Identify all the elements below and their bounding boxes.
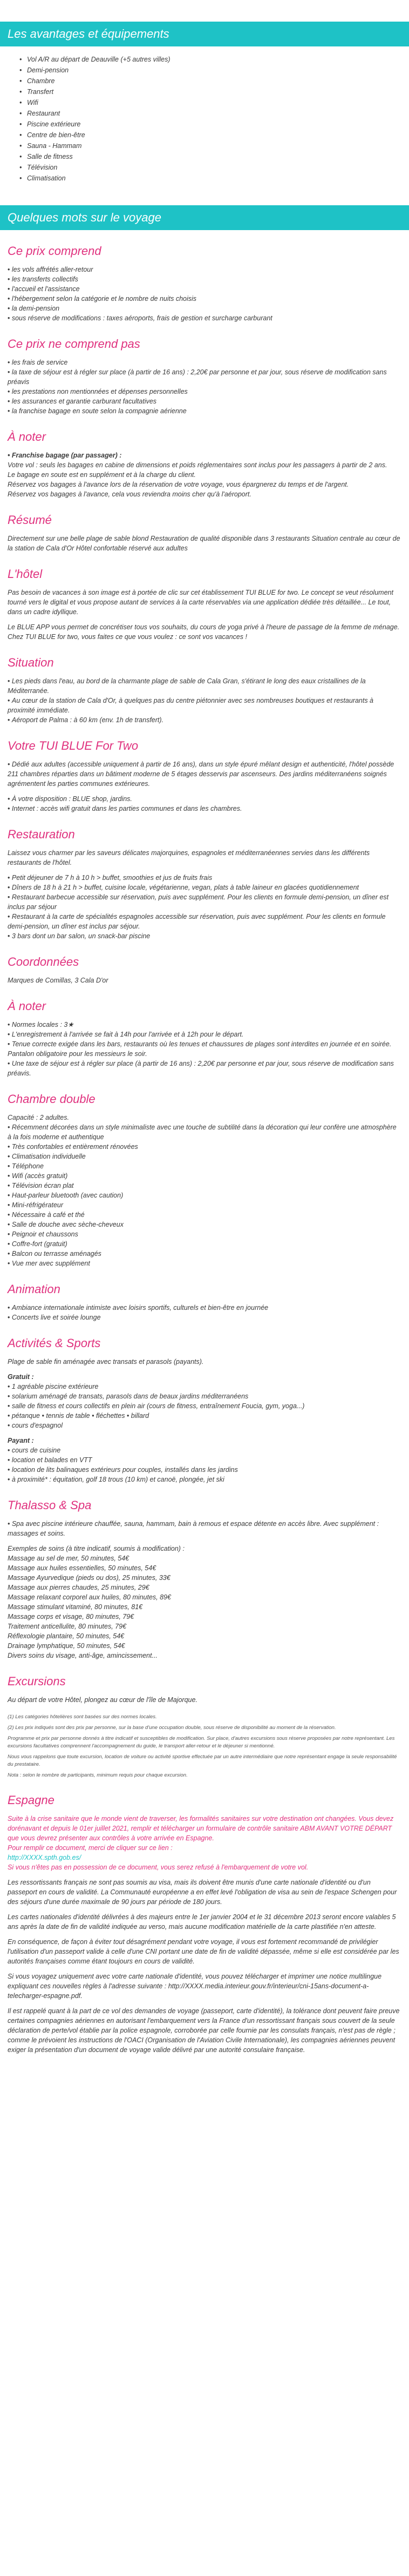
payant-label: Payant : — [8, 1437, 34, 1444]
paragraph: Il est rappelé quant à la part de ce vol des demandes de voyage (passeport, carte d'identité), la tolérance dont peuvent faire preuve certaines compagnies aériennes en autorisant l'embarquement vers la France d'un ressortissant français sous couvert de la seule déclaration de perte/vol établie par la police espagnole, corroborée par celle fournie par les consulats français, n'est pas de règle ; comme le prévoient les instructions de l'OACI (Organisation de l'Aviation Civile Internationale), les compagnies aériennes peuvent exiger la présentation d'un document de voyage valide délivré par une autorité consulaire française. — [8, 2007, 400, 2054]
list-item: Massage relaxant corporel aux huiles, 80 minutes, 89€ — [8, 1593, 171, 1601]
paragraph: Réservez vos bagages à l'avance, cela vous reviendra moins cher qu'à l'aéroport. — [8, 490, 251, 498]
list-item: • Restaurant — [19, 108, 409, 119]
legal-note: Nota : selon le nombre de participants, minimum requis pour chaque excursion. — [8, 1772, 188, 1778]
section-heading: Ce prix comprend — [8, 244, 101, 258]
list-item: • L'enregistrement à l'arrivée se fait à 14h pour l'arrivée et à 12h pour le départ. — [8, 1030, 401, 1039]
list-item: Traitement anticellulite, 80 minutes, 79€ — [8, 1623, 127, 1630]
list-item: • Ambiance internationale intimiste avec loisirs sportifs, culturels et bien-être en journée — [8, 1303, 401, 1313]
list-item: • Chambre — [19, 76, 409, 86]
paragraph: Exemples de soins (à titre indicatif, soumis à modification) : — [8, 1545, 185, 1552]
avantages-banner: Les avantages et équipements — [0, 22, 409, 46]
paragraph: Au départ de votre Hôtel, plongez au cœur de l'île de Majorque. — [8, 1696, 197, 1704]
list-item: • Aéroport de Palma : à 60 km (env. 1h de transfert). — [8, 715, 401, 725]
list-item: • Demi-pension — [19, 65, 409, 76]
list-item: Massage stimulant vitaminé, 80 minutes, 81€ — [8, 1603, 143, 1611]
voyage-content — [0, 244, 409, 2055]
list-item: Divers soins du visage, anti-âge, amincissement... — [8, 1652, 158, 1659]
list-item: • Piscine extérieure — [19, 119, 409, 130]
list-item: • les frais de service — [8, 358, 401, 367]
section-heading: À noter — [8, 999, 46, 1013]
list-item: • Coffre-fort (gratuit) — [8, 1239, 401, 1249]
section-heading: Coordonnées — [8, 955, 79, 968]
list-item: • les assurances et garantie carburant facultatives — [8, 396, 401, 406]
list-item: Massage aux pierres chaudes, 25 minutes, 29€ — [8, 1584, 149, 1591]
list-item: • la taxe de séjour est à régler sur place (à partir de 16 ans) : 2,20€ par personne et par jour, sous réserve de modification sans préavis — [8, 367, 401, 387]
list-item: • Balcon ou terrasse aménagés — [8, 1249, 401, 1259]
list-item: • Salle de douche avec sèche-cheveux — [8, 1220, 401, 1229]
list-item: • Tenue correcte exigée dans les bars, restaurants où les tenues et chaussures de plages sont interdites en journée et en soirée. Pantalon obligatoire pour les messieurs le soir. — [8, 1039, 401, 1059]
section-heading: L'hôtel — [8, 567, 43, 581]
list-item: • cours de cuisine — [8, 1445, 401, 1455]
chambre-list — [8, 1142, 401, 1268]
list-item: • cours d'espagnol — [8, 1421, 401, 1430]
restauration-list — [8, 873, 401, 941]
list-item: • Restaurant à la carte de spécialités espagnoles accessible sur réservation, puis avec supplément. Pour les clients en formule demi-pension, un dîner est inclus par séjour. — [8, 912, 401, 931]
list-item: • Sauna - Hammam — [19, 140, 409, 151]
section-heading: Activités & Sports — [8, 1336, 101, 1350]
list-item: • Wifi (accès gratuit) — [8, 1171, 401, 1181]
avantages-list — [19, 54, 409, 184]
paragraph: Le bagage en soute est en supplément et à la charge du client. — [8, 471, 196, 479]
paragraph: Marques de Comillas, 3 Cala D'or — [8, 977, 108, 984]
list-item: • les transferts collectifs — [8, 274, 401, 284]
spth-link[interactable]: http://XXXX.spth.gob.es/ — [8, 1854, 81, 1861]
section-heading: À noter — [8, 430, 46, 443]
list-item: • 1 agréable piscine extérieure — [8, 1382, 401, 1391]
section-heading: Excursions — [8, 1674, 66, 1688]
list-item: • la demi-pension — [8, 304, 401, 313]
list-item: • 3 bars dont un bar salon, un snack-bar piscine — [8, 931, 401, 941]
section-heading: Résumé — [8, 513, 52, 527]
list-item: • Mini-réfrigérateur — [8, 1200, 401, 1210]
franchise-label: • Franchise bagage (par passager) : — [8, 452, 122, 459]
section-heading: Espagne — [8, 1793, 54, 1807]
section-heading: Votre TUI BLUE For Two — [8, 739, 139, 752]
legal-note: (2) Les prix indiqués sont des prix par personne, sur la base d'une occupation double, sous réserve de disponibilité au moment de la réservation. — [8, 1725, 336, 1731]
list-item: • à proximité* : équitation, golf 18 trous (10 km) et canoë, plongée, jet ski — [8, 1475, 401, 1484]
list-item: • Restaurant barbecue accessible sur réservation, puis avec supplément. Pour les clients en formule demi-pension, un dîner est inclus par séjour — [8, 892, 401, 912]
list-item: • location et balades en VTT — [8, 1455, 401, 1465]
paragraph: • Dédié aux adultes (accessible uniquement à partir de 16 ans), dans un style épuré mêlant design et authenticité, l'hôtel possède 211 chambres réparties dans un bâtiment moderne de 5 étages desservis par ascenseurs. Des jardins méditerranéens soignés agrémentent les parties communes extérieures. — [8, 761, 394, 788]
voyage-banner: Quelques mots sur le voyage — [0, 205, 409, 230]
list-item: • Dîners de 18 h à 21 h > buffet, cuisine locale, végétarienne, vegan, plats à table laineur en glacées quotidiennement — [8, 883, 401, 892]
list-item: • pétanque • tennis de table • fléchettes • billard — [8, 1411, 401, 1421]
list-item: • Vue mer avec supplément — [8, 1259, 401, 1268]
list-item: Massage au sel de mer, 50 minutes, 54€ — [8, 1555, 129, 1562]
list-item: • Haut-parleur bluetooth (avec caution) — [8, 1191, 401, 1200]
list-item: • Une taxe de séjour est à régler sur place (à partir de 16 ans) : 2,20€ par personne et par jour, sous réserve de modification sans préavis. — [8, 1059, 401, 1078]
section-heading: Situation — [8, 656, 54, 669]
list-item: • Nécessaire à café et thé — [8, 1210, 401, 1220]
list-item: Réflexologie plantaire, 50 minutes, 54€ — [8, 1632, 125, 1640]
animation-list — [8, 1303, 401, 1322]
obligation-text: Si vous n'êtes pas en possession de ce document, vous serez refusé à l'embarquement de votre vol. — [8, 1864, 309, 1871]
list-item: • Climatisation individuelle — [8, 1152, 401, 1161]
list-item: • Très confortables et entièrement rénovées — [8, 1142, 401, 1152]
list-item: • Télévision — [19, 162, 409, 173]
list-item: Massage corps et visage, 80 minutes, 79€ — [8, 1613, 134, 1620]
list-item: • Vol A/R au départ de Deauville (+5 autres villes) — [19, 54, 409, 65]
legal-note: (1) Les catégories hôtelières sont basées sur des normes locales. — [8, 1714, 157, 1720]
section-heading: Ce prix ne comprend pas — [8, 337, 140, 351]
list-item: • Les pieds dans l'eau, au bord de la charmante plage de sable de Cala Gran, s'étirant le long des eaux cristallines de la Méditerranée. — [8, 676, 401, 696]
list-item: Massage aux huiles essentielles, 50 minutes, 54€ — [8, 1564, 156, 1572]
paragraph: Capacité : 2 adultes. — [8, 1114, 69, 1121]
paragraph: • Récemment décorées dans un style minimaliste avec une touche de subtilité dans la décoration qui leur confère une atmosphère à la fois moderne et authentique — [8, 1124, 397, 1141]
paragraph: Réservez vos bagages à l'avance lors de la réservation de votre voyage, vous épargnerez du temps et de l'argent. — [8, 481, 349, 488]
legal-note: Nous vous rappelons que toute excursion, location de voiture ou activité sportive effectuée par un autre intermédiaire que notre représentant engage la seule responsabilité du prestataire. — [8, 1754, 397, 1767]
list-item: • salle de fitness et cours collectifs en plein air (cours de fitness, entraînement Foucia, gym, yoga...) — [8, 1401, 401, 1411]
list-item: • Au cœur de la station de Cala d'Or, à quelques pas du centre piétonnier avec ses nombreuses boutiques et restaurants à proximité immédiate. — [8, 696, 401, 715]
list-item: • Peignoir et chaussons — [8, 1229, 401, 1239]
gratuit-list — [8, 1382, 401, 1430]
paragraph: Les ressortissants français ne sont pas soumis au visa, mais ils doivent être munis d'une carte nationale d'identité ou d'un passeport en cours de validité. La Communauté européenne a en effet levé l'obligation de visa au sein de l'espace Schengen pour des séjours d'une durée maximale de 90 jours par période de 180 jours. — [8, 1879, 397, 1906]
paragraph: • Spa avec piscine intérieure chauffée, sauna, hammam, bain à remous et espace détente en accès libre. Avec supplément : massages et soins. — [8, 1520, 379, 1537]
paragraph: Les cartes nationales d'identité délivrées à des majeurs entre le 1er janvier 2004 et le 31 décembre 2013 seront encore valables 5 ans après la date de fin de validité indiquée au verso, mais aucune modification matérielle de la carte plastifiée n'en atteste. — [8, 1913, 396, 1931]
list-item: • Climatisation — [19, 173, 409, 184]
list-item: • Téléphone — [8, 1161, 401, 1171]
prix-non-compris-list — [8, 358, 401, 416]
sanitary-warning: Suite à la crise sanitaire que le monde vient de traverser, les formalités sanitaires sur votre destination ont changées. Vous devez dorénavant et depuis le 01er juillet 2021, remplir et télécharger un formulaire de contrôle sanitaire ABM AVANT VOTRE DÉPART que vous devrez présenter aux contrôles à votre arrivée en Espagne. — [8, 1815, 394, 1842]
section-heading: Chambre double — [8, 1092, 96, 1106]
list-item: • les vols affrétés aller-retour — [8, 265, 401, 274]
list-item: • Petit déjeuner de 7 h à 10 h > buffet, smoothies et jus de fruits frais — [8, 873, 401, 883]
list-item: Massage Ayurvedique (pieds ou dos), 25 minutes, 33€ — [8, 1574, 171, 1582]
list-item: • Wifi — [19, 97, 409, 108]
paragraph: Laissez vous charmer par les saveurs délicates majorquines, espagnoles et méditerranéennes servies dans les différents restaurants de l'hôtel. — [8, 849, 370, 866]
list-item: • Normes locales : 3★ — [8, 1020, 401, 1030]
list-item: • Salle de fitness — [19, 151, 409, 162]
paragraph: Directement sur une belle plage de sable blond Restauration de qualité disponible dans 3 restaurants Situation centrale au cœur de la station de Cala d'Or Hôtel confortable réservé aux adultes — [8, 535, 400, 552]
paragraph: • Internet : accès wifi gratuit dans les parties communes et dans les chambres. — [8, 805, 242, 812]
list-item: • Concerts live et soirée lounge — [8, 1313, 401, 1322]
list-item: • Transfert — [19, 86, 409, 97]
list-item: • les prestations non mentionnées et dépenses personnelles — [8, 387, 401, 396]
paragraph: Si vous voyagez uniquement avec votre carte nationale d'identité, vous pouvez télécharger et imprimer une notice multilingue expliquant ces nouvelles règles à l'adresse suivante : http://XXXX.media.interieur.gouv.fr/interieur/cni-15ans-document-a-telecharger-espagne.pdf. — [8, 1973, 382, 2000]
list-item: • la franchise bagage en soute selon la compagnie aérienne — [8, 406, 401, 416]
list-item: • solarium aménagé de transats, parasols dans de beaux jardins méditerranéens — [8, 1391, 401, 1401]
legal-note: Programme et prix par personne donnés à titre indicatif et susceptibles de modification. Sur place, d'autres excursions sous réserve proposées par notre représentant. Les excursions facultatives comprennent l'accompagnement du guide, le transport aller-retour et le déjeuner si mentionné. — [8, 1736, 395, 1749]
list-item: • Centre de bien-être — [19, 130, 409, 140]
paragraph: • À votre disposition : BLUE shop, jardins. — [8, 795, 132, 803]
list-item: • l'accueil et l'assistance — [8, 284, 401, 294]
list-item: • sous réserve de modifications : taxes aéroports, frais de gestion et surcharge carburant — [8, 313, 401, 323]
a-noter-list — [8, 1020, 401, 1078]
paragraph: Pas besoin de vacances à son image est à portée de clic sur cet établissement TUI BLUE for two. Le concept se veut résolument tourné vers le digital et vous propose autant de services à la carte réservables via une application dédiée très détaillée... Le tout, dans un cadre idyllique. — [8, 589, 393, 616]
list-item: • location de lits balinaques extérieurs pour couples, installés dans les jardins — [8, 1465, 401, 1475]
list-item: • Télévision écran plat — [8, 1181, 401, 1191]
soins-list — [8, 1553, 401, 1660]
situation-list — [8, 676, 401, 725]
legal-notes — [8, 1713, 401, 1779]
section-heading: Animation — [8, 1282, 60, 1296]
list-item: Drainage lymphatique, 50 minutes, 54€ — [8, 1642, 125, 1650]
link-label: Pour remplir ce document, merci de cliquer sur ce lien : — [8, 1844, 173, 1852]
gratuit-label: Gratuit : — [8, 1373, 34, 1381]
prix-compris-list — [8, 265, 401, 323]
paragraph: En conséquence, de façon à éviter tout désagrément pendant votre voyage, il vous est fortement recommandé de privilégier l'utilisation d'un passeport valide à celle d'une CNI portant une date de fin de validité dépassée, même si elle est considérée par les autorités françaises comme étant toujours en cours de validité. — [8, 1938, 399, 1965]
payant-list — [8, 1445, 401, 1484]
section-heading: Restauration — [8, 828, 75, 841]
paragraph: Votre vol : seuls les bagages en cabine de dimensions et poids réglementaires sont inclus pour les passagers à partir de 2 ans. — [8, 461, 387, 469]
list-item: • l'hébergement selon la catégorie et le nombre de nuits choisis — [8, 294, 401, 304]
paragraph: Le BLUE APP vous permet de concrétiser tous vos souhaits, du cours de yoga privé à l'heure de passage de la femme de ménage. Chez TUI BLUE for two, vous faites ce que vous voulez : ce sont vos vacances ! — [8, 623, 400, 641]
section-heading: Thalasso & Spa — [8, 1498, 92, 1512]
paragraph: Plage de sable fin aménagée avec transats et parasols (payants). — [8, 1358, 204, 1366]
